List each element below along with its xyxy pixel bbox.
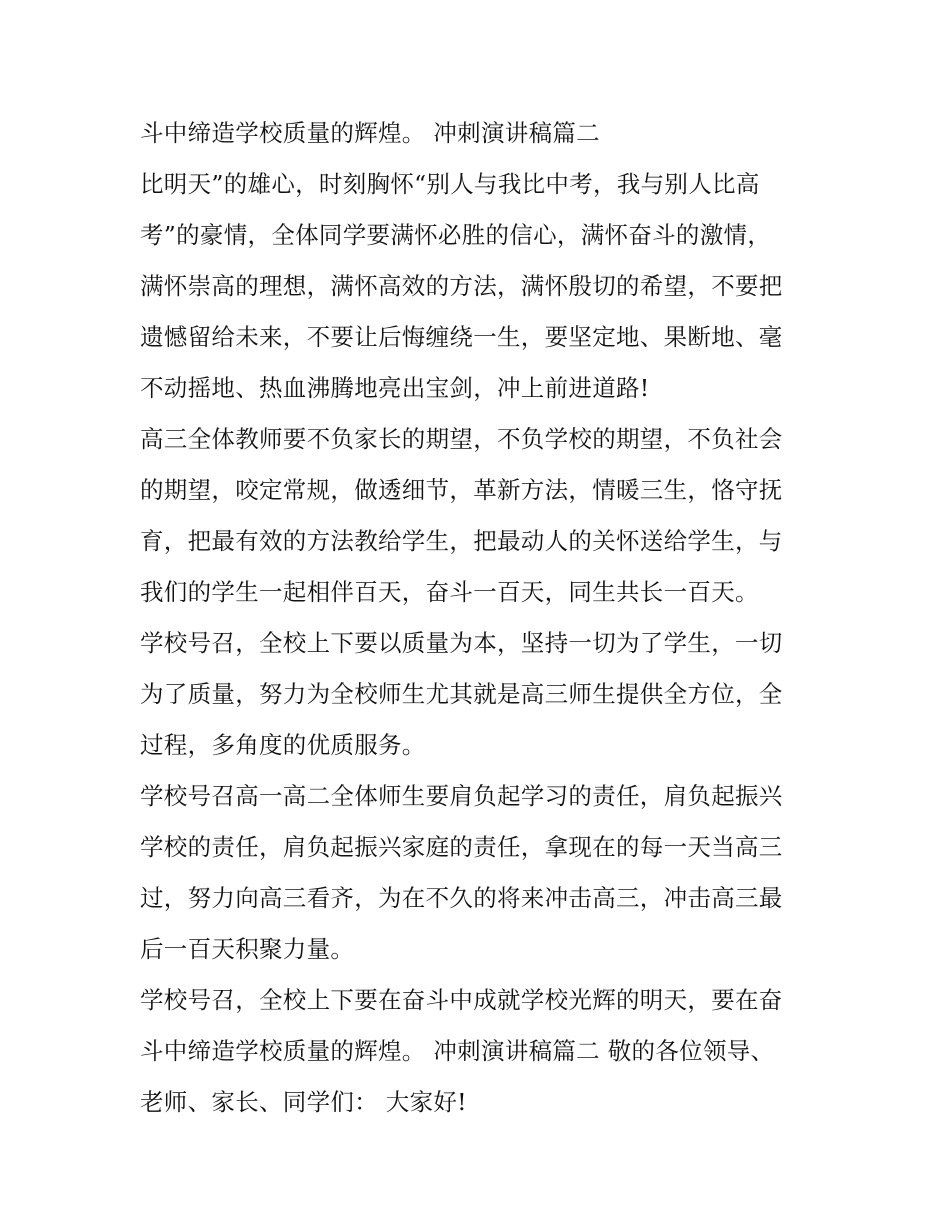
text-line: 遗憾留给未来，不要让后悔缠绕一生，要坚定地、果断地、毫 [140,323,783,351]
text-line: 我们的学生一起相伴百天，奋斗一百天，同生共长一百天。 [140,578,759,606]
text-line: 老师、家长、同学们： 大家好! [140,1088,467,1116]
text-line: 学校号召高一高二全体师生要肩负起学习的责任，肩负起振兴 [140,782,783,810]
text-line: 学校的责任，肩负起振兴家庭的责任，拿现在的每一天当高三 [140,833,783,861]
text-line: 斗中缔造学校质量的辉煌。 冲刺演讲稿篇二 敬的各位领导、 [140,1037,775,1065]
text-line: 过程，多角度的优质服务。 [140,731,426,759]
text-line: 考”的豪情，全体同学要满怀必胜的信心，满怀奋斗的激情， [140,221,772,249]
document-body [140,108,820,1128]
text-line: 过，努力向高三看齐，为在不久的将来冲击高三，冲击高三最 [140,884,783,912]
text-line: 比明天”的雄心，时刻胸怀“别人与我比中考，我与别人比高 [140,170,760,198]
text-line: 满怀崇高的理想，满怀高效的方法，满怀殷切的希望，不要把 [140,272,783,300]
text-line: 高三全体教师要不负家长的期望，不负学校的期望，不负社会 [140,425,783,453]
text-line: 学校号召，全校上下要在奋斗中成就学校光辉的明天，要在奋 [140,986,783,1014]
text-line: 后一百天积聚力量。 [140,935,355,963]
text-line: 不动摇地、热血沸腾地亮出宝剑，冲上前进道路! [140,374,650,402]
text-line: 的期望，咬定常规，做透细节，革新方法，情暖三生，恪守抚 [140,476,783,504]
text-line: 学校号召，全校上下要以质量为本，坚持一切为了学生，一切 [140,629,783,657]
text-line: 育，把最有效的方法教给学生，把最动人的关怀送给学生，与 [140,527,783,555]
text-line: 为了质量，努力为全校师生尤其就是高三师生提供全方位，全 [140,680,783,708]
text-line: 斗中缔造学校质量的辉煌。 冲刺演讲稿篇二 [140,119,600,147]
